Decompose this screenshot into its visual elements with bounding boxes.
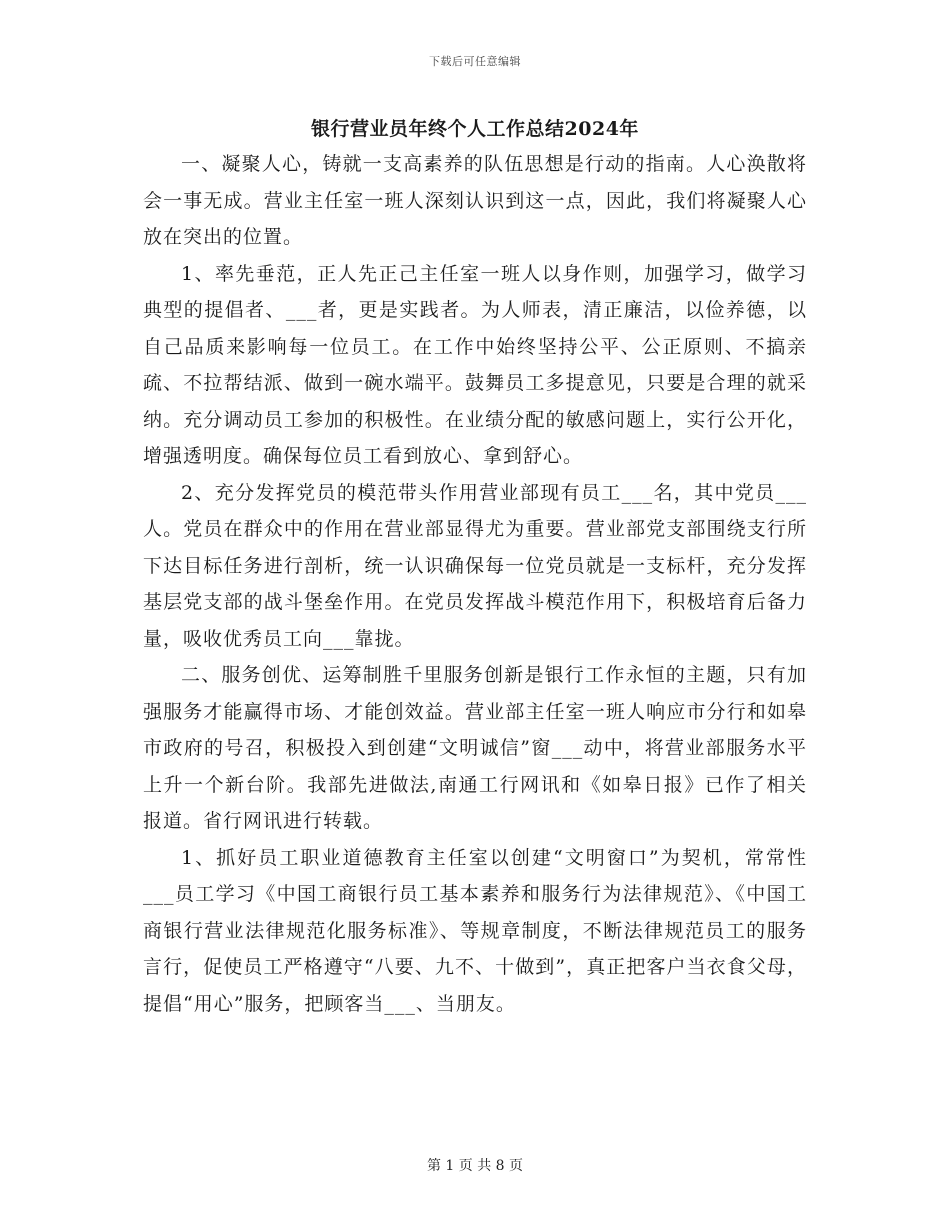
document-title: 银行营业员年终个人工作总结2024年 (311, 118, 639, 140)
paragraph-4: 二、服务创优、运筹制胜千里服务创新是银行工作永恒的主题，只有加强服务才能赢得市场、才能创效益。营业部主任室一班人响应市分行和如皋市政府的号召，积极投入到创建“文明诚信”窗___动中，将营业部服务水平上升一个新台阶。我部先进做法,南通工行网讯和《如皋日报》已作了相关报道。省行网讯进行转载。 (143, 664, 807, 832)
paragraph-3: 2、充分发挥党员的模范带头作用营业部现有员工___名，其中党员___人。党员在群众中的作用在营业部显得尤为重要。营业部党支部围绕支行所下达目标任务进行剖析，统一认识确保每一位党员就是一支标杆，充分发挥基层党支部的战斗堡垒作用。在党员发挥战斗模范作用下，积极培育后备力量，吸收优秀员工向___靠拢。 (143, 481, 807, 650)
page-header-note: 下载后可任意编辑 (429, 55, 521, 68)
document-body (143, 146, 807, 1022)
paragraph-2: 1、率先垂范，正人先正己主任室一班人以身作则，加强学习，做学习典型的提倡者、___者，更是实践者。为人师表，清正廉洁，以俭养德，以自己品质来影响每一位员工。在工作中始终坚持公平、公正原则、不搞亲疏、不拉帮结派、做到一碗水端平。鼓舞员工多提意见，只要是合理的就采纳。充分调动员工参加的积极性。在业绩分配的敏感问题上，实行公开化，增强透明度。确保每位员工看到放心、拿到舒心。 (143, 262, 807, 467)
page-number-footer: 第 1 页 共 8 页 (426, 1158, 524, 1174)
paragraph-5: 1、抓好员工职业道德教育主任室以创建“文明窗口”为契机，常常性___员工学习《中国工商银行员工基本素养和服务行为法律规范》、《中国工商银行营业法律规范化服务标准》、等规章制度，不断法律规范员工的服务言行，促使员工严格遵守“八要、九不、十做到”，真正把客户当衣食父母，提倡“用心”服务，把顾客当___、当朋友。 (143, 846, 807, 1015)
paragraph-1: 一、凝聚人心，铸就一支高素养的队伍思想是行动的指南。人心涣散将会一事无成。营业主任室一班人深刻认识到这一点，因此，我们将凝聚人心放在突出的位置。 (143, 153, 807, 248)
